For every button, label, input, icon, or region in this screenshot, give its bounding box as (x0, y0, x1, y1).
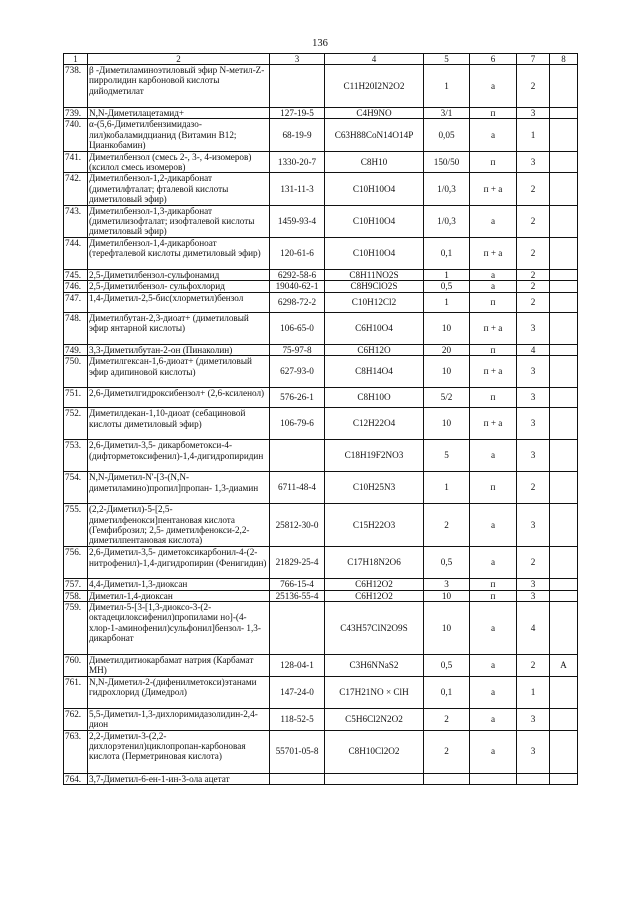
limit-value: 3 (424, 579, 470, 590)
chemical-formula: C4H9NO (325, 108, 424, 119)
table-row (64, 173, 578, 205)
cas-number: 6292-58-6 (270, 269, 325, 280)
limit-value: 1/0,3 (424, 173, 470, 205)
chemical-formula: C8H11NO2S (325, 269, 424, 280)
chemical-formula: C8H9ClO2S (325, 281, 424, 292)
cas-number: 106-79-6 (270, 408, 325, 440)
hazard-class: 2 (517, 292, 550, 312)
substance-name: Диметилбутан-2,3-диоат+ (диметиловый эфир янтарной кислоты) (88, 312, 270, 344)
substance-name: Диметилдитиокарбамат натрия (Карбамат МН) (88, 654, 270, 676)
limit-value: 1 (424, 472, 470, 504)
row-number: 748. (64, 312, 88, 344)
aggregate-state: а (470, 504, 517, 547)
hazard-class: 3 (517, 440, 550, 472)
table-row (64, 269, 578, 280)
substance-name: (2,2-Диметил)-5-[2,5-диметилфенокси]пентановая кислота (Гемфиброзил; 2,5- диметилфенокси-2,2- диметилпентановая кислота) (88, 504, 270, 547)
row-number: 750. (64, 356, 88, 388)
special-note (550, 773, 578, 784)
column-header-6: 6 (470, 54, 517, 65)
cas-number (270, 65, 325, 108)
cas-number: 106-65-0 (270, 312, 325, 344)
table-row (64, 773, 578, 784)
limit-value: 20 (424, 344, 470, 355)
table-row (64, 388, 578, 408)
hazard-class: 3 (517, 504, 550, 547)
column-header-7: 7 (517, 54, 550, 65)
row-number: 754. (64, 472, 88, 504)
aggregate-state: п (470, 472, 517, 504)
cas-number: 6298-72-2 (270, 292, 325, 312)
table-row (64, 579, 578, 590)
special-note (550, 547, 578, 579)
special-note (550, 205, 578, 237)
substance-name: 2,5-Диметилбензол- сульфохлорид (88, 281, 270, 292)
chemical-formula: C10H10O4 (325, 173, 424, 205)
chemical-formula: C12H22O4 (325, 408, 424, 440)
row-number: 739. (64, 108, 88, 119)
chemical-formula: C43H57ClN2O9S (325, 601, 424, 654)
table-body (64, 65, 578, 785)
table-row (64, 65, 578, 108)
special-note (550, 151, 578, 173)
hazard-class: 2 (517, 65, 550, 108)
limit-value: 1 (424, 292, 470, 312)
special-note (550, 408, 578, 440)
limit-value: 2 (424, 504, 470, 547)
chemical-formula: C17H21NO × ClH (325, 676, 424, 708)
row-number: 751. (64, 388, 88, 408)
special-note (550, 119, 578, 151)
table-row (64, 547, 578, 579)
substance-name: 2,5-Диметилбензол-сульфонамид (88, 269, 270, 280)
row-number: 762. (64, 708, 88, 730)
substance-name: Диметилбензол-1,2-дикарбонат (диметилфталат; фталевой кислоты диметиловый эфир) (88, 173, 270, 205)
cas-number (270, 773, 325, 784)
cas-number: 21829-25-4 (270, 547, 325, 579)
table-row (64, 440, 578, 472)
chemical-formula: C5H6Cl2N2O2 (325, 708, 424, 730)
column-header-4: 4 (325, 54, 424, 65)
cas-number: 55701-05-8 (270, 730, 325, 773)
cas-number (270, 601, 325, 654)
hazard-class: 2 (517, 547, 550, 579)
hazard-class: 2 (517, 281, 550, 292)
cas-number: 1459-93-4 (270, 205, 325, 237)
cas-number: 25812-30-0 (270, 504, 325, 547)
chemical-formula: C8H14O4 (325, 356, 424, 388)
aggregate-state: а (470, 708, 517, 730)
table-row (64, 237, 578, 269)
column-header-2: 2 (88, 54, 270, 65)
table-row (64, 472, 578, 504)
row-number: 761. (64, 676, 88, 708)
special-note: А (550, 654, 578, 676)
table-row (64, 504, 578, 547)
chemical-formula: C6H12O (325, 344, 424, 355)
cas-number: 118-52-5 (270, 708, 325, 730)
limit-value: 0,5 (424, 547, 470, 579)
table-row (64, 676, 578, 708)
chemical-formula: C18H19F2NO3 (325, 440, 424, 472)
special-note (550, 281, 578, 292)
special-note (550, 344, 578, 355)
special-note (550, 356, 578, 388)
aggregate-state: п (470, 344, 517, 355)
special-note (550, 472, 578, 504)
special-note (550, 388, 578, 408)
cas-number: 576-26-1 (270, 388, 325, 408)
table-row (64, 654, 578, 676)
aggregate-state: а (470, 676, 517, 708)
cas-number (270, 440, 325, 472)
limit-value: 1 (424, 269, 470, 280)
table-row (64, 205, 578, 237)
hazard-class: 2 (517, 237, 550, 269)
substance-name: Диметилбензол (смесь 2-, 3-, 4-изомеров) (ксилол смесь изомеров) (88, 151, 270, 173)
chemical-formula: C6H10O4 (325, 312, 424, 344)
substance-name: N,N-Диметил-N'-[3-(N,N-диметиламино)пропил]пропан- 1,3-диамин (88, 472, 270, 504)
chemical-formula: C17H18N2O6 (325, 547, 424, 579)
special-note (550, 676, 578, 708)
chemical-formula: C3H6NNaS2 (325, 654, 424, 676)
aggregate-state: а (470, 65, 517, 108)
aggregate-state: п + а (470, 312, 517, 344)
aggregate-state: п (470, 388, 517, 408)
aggregate-state: п + а (470, 356, 517, 388)
row-number: 753. (64, 440, 88, 472)
cas-number: 75-97-8 (270, 344, 325, 355)
table-row (64, 292, 578, 312)
substance-name: 5,5-Диметил-1,3-дихлоримидазолидин-2,4-дион (88, 708, 270, 730)
chemical-formula: C10H10O4 (325, 205, 424, 237)
row-number: 759. (64, 601, 88, 654)
aggregate-state: п (470, 151, 517, 173)
hazard-class: 4 (517, 601, 550, 654)
table-row (64, 590, 578, 601)
aggregate-state: а (470, 601, 517, 654)
substance-name: 2,2-Диметил-3-(2,2-дихлорэтенил)циклопропан-карбоновая кислота (Перметриновая кислота) (88, 730, 270, 773)
limit-value: 1 (424, 65, 470, 108)
aggregate-state (470, 773, 517, 784)
special-note (550, 590, 578, 601)
chemical-formula: C63H88CoN14O14P (325, 119, 424, 151)
chemical-formula: C6H12O2 (325, 590, 424, 601)
cas-number: 127-19-5 (270, 108, 325, 119)
hazard-class: 3 (517, 579, 550, 590)
page-number: 136 (312, 38, 328, 49)
table-row (64, 730, 578, 773)
table-row (64, 708, 578, 730)
special-note (550, 269, 578, 280)
special-note (550, 108, 578, 119)
chemical-formula: C15H22O3 (325, 504, 424, 547)
special-note (550, 579, 578, 590)
row-number: 745. (64, 269, 88, 280)
cas-number: 19040-62-1 (270, 281, 325, 292)
hazard-class: 3 (517, 590, 550, 601)
special-note (550, 65, 578, 108)
limit-value: 0,1 (424, 676, 470, 708)
header-row (64, 54, 578, 65)
limit-value: 10 (424, 312, 470, 344)
chemical-formula: C8H10 (325, 151, 424, 173)
substance-name: α-(5,6-Диметилбензимидазо-лил)кобаламидцианид (Витамин B12; Цианкобамин) (88, 119, 270, 151)
hazard-class: 3 (517, 356, 550, 388)
hazard-class: 2 (517, 269, 550, 280)
hazard-class: 3 (517, 708, 550, 730)
hazard-class: 3 (517, 151, 550, 173)
cas-number: 627-93-0 (270, 356, 325, 388)
cas-number: 131-11-3 (270, 173, 325, 205)
cas-number: 1330-20-7 (270, 151, 325, 173)
cas-number: 147-24-0 (270, 676, 325, 708)
limit-value: 3/1 (424, 108, 470, 119)
row-number: 747. (64, 292, 88, 312)
cas-number: 25136-55-4 (270, 590, 325, 601)
substance-name: Диметилбензол-1,4-дикарбоноат (терефталевой кислоты диметиловый эфир) (88, 237, 270, 269)
column-header-8: 8 (550, 54, 578, 65)
substance-name: N,N-Диметил-2-(дифенилметокси)этанами гидрохлорид (Димедрол) (88, 676, 270, 708)
cas-number: 120-61-6 (270, 237, 325, 269)
chemical-formula: C10H12Cl2 (325, 292, 424, 312)
limit-value: 10 (424, 408, 470, 440)
hazard-class: 2 (517, 472, 550, 504)
row-number: 738. (64, 65, 88, 108)
substance-name: 4,4-Диметил-1,3-диоксан (88, 579, 270, 590)
special-note (550, 237, 578, 269)
table-row (64, 601, 578, 654)
row-number: 741. (64, 151, 88, 173)
limit-value (424, 773, 470, 784)
aggregate-state: п (470, 292, 517, 312)
substance-name: Диметил-5-[3-[1,3-диоксо-3-(2-октадецилоксифенил)пропилами но]-(4-хлор-1-аминофенил)сульфонил]бензол- 1,3-дикарбонат (88, 601, 270, 654)
substance-name: 3,7-Диметил-6-ен-1-ин-3-ола ацетат (88, 773, 270, 784)
hazard-class: 3 (517, 408, 550, 440)
chemical-formula: C6H12O2 (325, 579, 424, 590)
table-row (64, 108, 578, 119)
row-number: 742. (64, 173, 88, 205)
row-number: 760. (64, 654, 88, 676)
table-row (64, 281, 578, 292)
hazard-class (517, 773, 550, 784)
limit-value: 5/2 (424, 388, 470, 408)
row-number: 740. (64, 119, 88, 151)
row-number: 744. (64, 237, 88, 269)
row-number: 764. (64, 773, 88, 784)
limit-value: 1/0,3 (424, 205, 470, 237)
special-note (550, 708, 578, 730)
row-number: 743. (64, 205, 88, 237)
hazard-class: 3 (517, 108, 550, 119)
hazard-class: 3 (517, 312, 550, 344)
substance-name: Диметил-1,4-диоксан (88, 590, 270, 601)
aggregate-state: а (470, 205, 517, 237)
substance-name: 3,3-Диметилбутан-2-он (Пинаколин) (88, 344, 270, 355)
row-number: 763. (64, 730, 88, 773)
special-note (550, 730, 578, 773)
aggregate-state: а (470, 654, 517, 676)
limit-value: 5 (424, 440, 470, 472)
special-note (550, 504, 578, 547)
chemical-formula: C8H10O (325, 388, 424, 408)
chemical-formula: C10H25N3 (325, 472, 424, 504)
row-number: 757. (64, 579, 88, 590)
limit-value: 2 (424, 708, 470, 730)
aggregate-state: а (470, 440, 517, 472)
aggregate-state: п (470, 579, 517, 590)
aggregate-state: а (470, 730, 517, 773)
table-row (64, 151, 578, 173)
limit-value: 150/50 (424, 151, 470, 173)
substance-name: Диметилбензол-1,3-дикарбонат (диметилизофталат; изофталевой кислоты диметиловый эфир) (88, 205, 270, 237)
hazard-class: 4 (517, 344, 550, 355)
cas-number: 128-04-1 (270, 654, 325, 676)
row-number: 758. (64, 590, 88, 601)
substance-name: β -Диметиламиноэтиловый эфир N-метил-Z-пирролидин карбоновой кислоты дийодметилат (88, 65, 270, 108)
column-header-1: 1 (64, 54, 88, 65)
substance-name: 1,4-Диметил-2,5-бис(хлорметил)бензол (88, 292, 270, 312)
special-note (550, 292, 578, 312)
aggregate-state: а (470, 119, 517, 151)
substance-name: 2,6-Диметил-3,5- диметоксикарбонил-4-(2- нитрофенил)-1,4-дигидропирин (Фенигидин) (88, 547, 270, 579)
substances-table (63, 53, 578, 785)
hazard-class: 3 (517, 388, 550, 408)
cas-number: 766-15-4 (270, 579, 325, 590)
column-header-3: 3 (270, 54, 325, 65)
special-note (550, 440, 578, 472)
table-row (64, 356, 578, 388)
aggregate-state: п + а (470, 408, 517, 440)
limit-value: 0,05 (424, 119, 470, 151)
row-number: 749. (64, 344, 88, 355)
table-row (64, 408, 578, 440)
hazard-class: 1 (517, 119, 550, 151)
hazard-class: 3 (517, 730, 550, 773)
row-number: 752. (64, 408, 88, 440)
aggregate-state: п (470, 108, 517, 119)
hazard-class: 2 (517, 205, 550, 237)
table-row (64, 119, 578, 151)
chemical-formula: C11H20I2N2O2 (325, 65, 424, 108)
chemical-formula (325, 773, 424, 784)
substance-name: 2,6-Диметилгидроксибензол+ (2,6-ксиленол) (88, 388, 270, 408)
special-note (550, 601, 578, 654)
aggregate-state: п + а (470, 237, 517, 269)
cas-number: 68-19-9 (270, 119, 325, 151)
row-number: 746. (64, 281, 88, 292)
table-row (64, 312, 578, 344)
table-row (64, 344, 578, 355)
limit-value: 0,5 (424, 654, 470, 676)
cas-number: 6711-48-4 (270, 472, 325, 504)
special-note (550, 173, 578, 205)
substance-name: Диметилдекан-1,10-диоат (себациновой кислоты диметиловый эфир) (88, 408, 270, 440)
hazard-class: 2 (517, 173, 550, 205)
row-number: 755. (64, 504, 88, 547)
substance-name: N,N-Диметилацетамид+ (88, 108, 270, 119)
substance-name: Диметилгексан-1,6-диоат+ (диметиловый эфир адипиновой кислоты) (88, 356, 270, 388)
limit-value: 0,1 (424, 237, 470, 269)
hazard-class: 1 (517, 676, 550, 708)
substance-name: 2,6-Диметил-3,5- дикарбометокси-4-(дифторметоксифенил)-1,4-дигидропиридин (88, 440, 270, 472)
limit-value: 0,5 (424, 281, 470, 292)
aggregate-state: п + а (470, 173, 517, 205)
aggregate-state: а (470, 269, 517, 280)
chemical-formula: C10H10O4 (325, 237, 424, 269)
limit-value: 10 (424, 590, 470, 601)
limit-value: 10 (424, 601, 470, 654)
hazard-class: 2 (517, 654, 550, 676)
chemical-formula: C8H10Cl2O2 (325, 730, 424, 773)
aggregate-state: п (470, 590, 517, 601)
column-header-5: 5 (424, 54, 470, 65)
special-note (550, 312, 578, 344)
aggregate-state: а (470, 547, 517, 579)
limit-value: 10 (424, 356, 470, 388)
limit-value: 2 (424, 730, 470, 773)
row-number: 756. (64, 547, 88, 579)
aggregate-state: а (470, 281, 517, 292)
